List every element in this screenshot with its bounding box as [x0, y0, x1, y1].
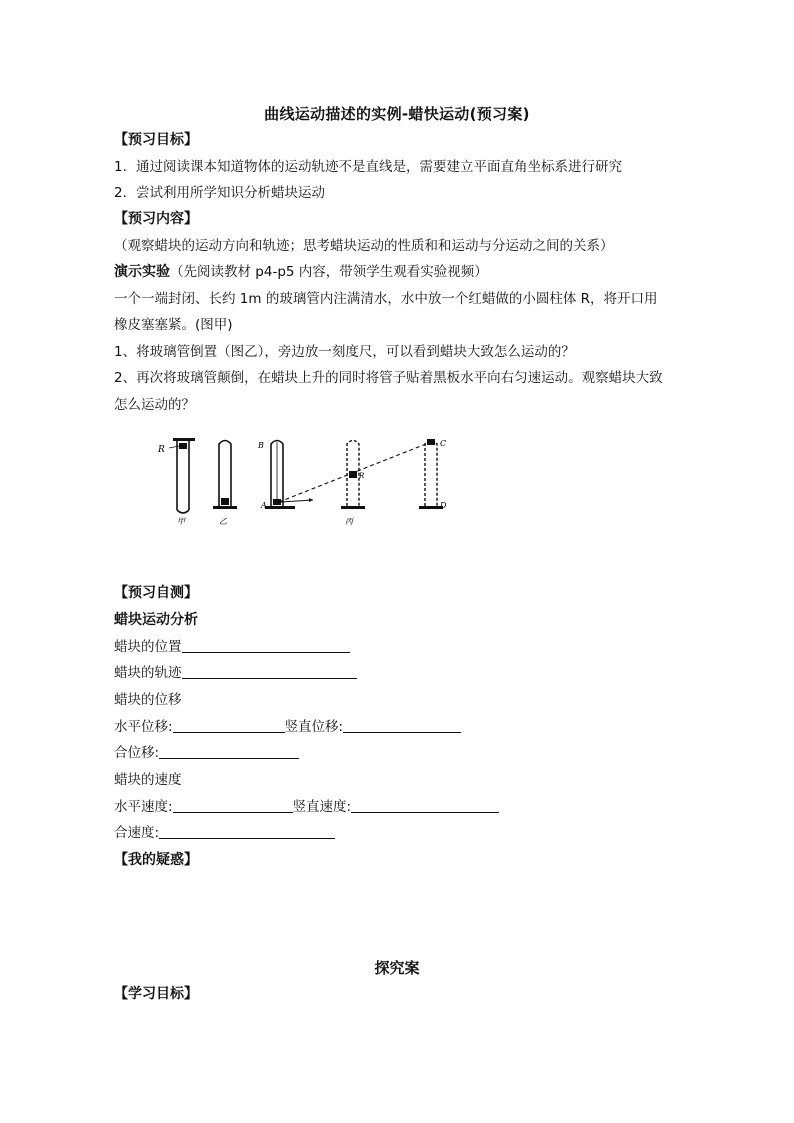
explore-title: 探究案 — [374, 959, 420, 977]
question-2-line-2: 怎么运动的？ — [114, 397, 195, 413]
label-C: C — [440, 439, 447, 448]
vertical-velocity-label: 竖直速度: — [292, 799, 352, 815]
document-title: 曲线运动描述的实例-蜡快运动(预习案) — [264, 105, 530, 123]
resultant-displacement-blank[interactable] — [159, 744, 299, 759]
caption-yi: 乙 — [219, 517, 227, 526]
demo-text: （先阅读教材 p4-p5 内容，带领学生观看实验视频） — [170, 264, 488, 280]
horizontal-velocity-blank[interactable] — [173, 798, 293, 813]
analysis-title: 蜡块运动分析 — [114, 612, 198, 628]
resultant-displacement-label: 合位移: — [114, 745, 160, 761]
tube-yi — [213, 441, 237, 510]
trajectory-answer-blank[interactable] — [182, 664, 357, 679]
goal-2-text: 尝试利用所学知识分析蜡块运动 — [136, 185, 325, 201]
trajectory-label: 蜡块的轨迹 — [114, 665, 182, 681]
goal-1-number: 1. — [114, 159, 127, 175]
section-self-test: 【预习自测】 — [114, 585, 198, 601]
glass-tube-figure — [155, 432, 467, 527]
vertical-displacement-blank[interactable] — [343, 718, 461, 733]
trajectory-row — [114, 663, 357, 683]
label-R-bing: R — [359, 472, 365, 480]
goal-2-number: 2. — [114, 185, 127, 201]
position-label: 蜡块的位置 — [114, 639, 182, 655]
section-preview-goals: 【预习目标】 — [114, 132, 198, 148]
tube-cd — [419, 439, 443, 509]
resultant-velocity-row — [114, 823, 335, 843]
position-row — [114, 637, 350, 657]
demo-label: 演示实验 — [114, 264, 170, 280]
tube-jia — [169, 438, 195, 513]
question-1: 1、将玻璃管倒置（图乙），旁边放一刻度尺，可以看到蜡块大致怎么运动的？ — [114, 344, 575, 360]
goal-1-text: 通过阅读课本知道物体的运动轨迹不是直线是，需要建立平面直角坐标系进行研究 — [136, 159, 622, 175]
position-answer-blank[interactable] — [182, 638, 350, 653]
label-A: A — [261, 501, 267, 510]
velocity-row — [114, 797, 499, 817]
resultant-velocity-label: 合速度: — [114, 825, 160, 841]
label-D: D — [440, 501, 447, 510]
section-preview-content: 【预习内容】 — [114, 211, 198, 227]
demo-experiment — [114, 262, 488, 282]
horizontal-velocity-label: 水平速度: — [114, 799, 173, 815]
goal-item-2 — [114, 183, 325, 203]
displacement-label: 蜡块的位移 — [114, 692, 182, 708]
horizontal-displacement-blank[interactable] — [173, 718, 285, 733]
paragraph-1-line-2: 橡皮塞塞紧。(图甲) — [114, 317, 233, 333]
section-learning-goals: 【学习目标】 — [114, 986, 198, 1002]
paragraph-1-line-1: 一个一端封闭、长约 1m 的玻璃管内注满清水，水中放一个红蜡做的小圆柱体 R，将开口用 — [114, 291, 658, 307]
horizontal-displacement-label: 水平位移: — [114, 719, 173, 735]
label-R-jia: R — [158, 445, 165, 455]
label-B: B — [258, 441, 264, 450]
vertical-displacement-label: 竖直位移: — [284, 719, 344, 735]
displacement-row — [114, 717, 461, 737]
resultant-velocity-blank[interactable] — [159, 824, 335, 839]
velocity-label: 蜡块的速度 — [114, 772, 182, 788]
goal-item-1 — [114, 157, 622, 177]
tube-ab — [265, 441, 313, 510]
resultant-displacement-row — [114, 743, 299, 763]
content-intro: （观察蜡块的运动方向和轨迹；思考蜡块运动的性质和和运动与分运动之间的关系） — [114, 238, 614, 254]
caption-jia: 甲 — [177, 517, 185, 526]
caption-bing: 丙 — [345, 517, 353, 526]
vertical-velocity-blank[interactable] — [351, 798, 499, 813]
question-2-line-1: 2、再次将玻璃管颠倒，在蜡块上升的同时将管子贴着黑板水平向右匀速运动。观察蜡块大致 — [114, 370, 663, 386]
section-my-doubts: 【我的疑惑】 — [114, 852, 198, 868]
